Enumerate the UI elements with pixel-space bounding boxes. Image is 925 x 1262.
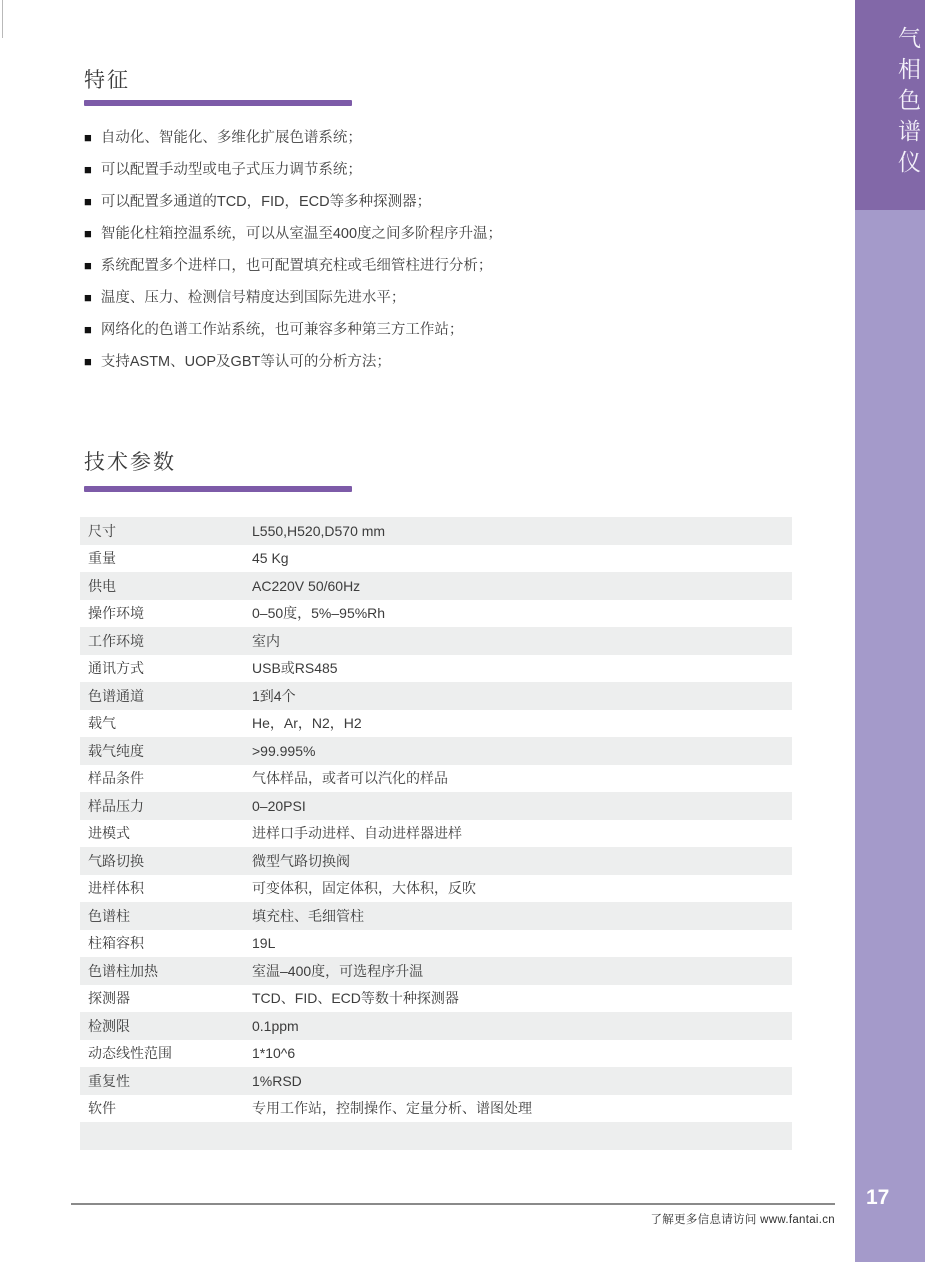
specs-heading: 技术参数: [84, 451, 176, 474]
footer-divider: [71, 1203, 835, 1205]
table-row: [80, 985, 792, 1013]
table-row: [80, 847, 792, 875]
features-heading: 特征: [84, 69, 130, 92]
spec-table: [80, 517, 792, 1150]
table-row: [80, 710, 792, 738]
bullet-square-icon: ■: [84, 322, 92, 337]
bullet-square-icon: ■: [84, 354, 92, 369]
spec-label: 工作环境: [88, 632, 144, 649]
spec-value: TCD、FID、ECD等数十种探测器: [252, 990, 459, 1007]
spec-label: 软件: [88, 1100, 116, 1117]
table-row: [80, 820, 792, 848]
spec-value: 可变体积，固定体积，大体积，反吹: [252, 880, 476, 897]
feature-item: [84, 320, 724, 352]
table-row: [80, 957, 792, 985]
spec-label: 重复性: [88, 1072, 130, 1089]
spec-label: 样品压力: [88, 797, 144, 814]
spec-label: 供电: [88, 577, 116, 594]
sidebar: [855, 0, 925, 1262]
spec-value: 室内: [252, 632, 280, 649]
table-row-empty: [80, 1122, 792, 1150]
table-row: [80, 1040, 792, 1068]
spec-value: 专用工作站，控制操作、定量分析、谱图处理: [252, 1100, 532, 1117]
table-row: [80, 572, 792, 600]
spec-label: 载气: [88, 715, 116, 732]
spec-value: 45 Kg: [252, 550, 289, 567]
feature-item: [84, 256, 724, 288]
table-row: [80, 1012, 792, 1040]
spec-value: 1*10^6: [252, 1045, 296, 1062]
feature-item-text: 智能化柱箱控温系统，可以从室温至400度之间多阶程序升温；: [100, 226, 503, 242]
bullet-square-icon: ■: [84, 258, 92, 273]
bullet-square-icon: ■: [84, 226, 92, 241]
table-row: [80, 737, 792, 765]
table-row: [80, 930, 792, 958]
table-row: [80, 902, 792, 930]
table-row: [80, 875, 792, 903]
feature-item: [84, 352, 724, 384]
spec-value: 1%RSD: [252, 1072, 302, 1089]
bullet-square-icon: ■: [84, 162, 92, 177]
features-accent-bar: [84, 100, 352, 106]
feature-item-text: 网络化的色谱工作站系统，也可兼容多种第三方工作站；: [100, 322, 464, 338]
spec-label: 探测器: [88, 990, 130, 1007]
specs-accent-bar: [84, 486, 352, 492]
feature-item-text: 温度、压力、检测信号精度达到国际先进水平；: [100, 290, 406, 306]
spec-value: 气体样品，或者可以汽化的样品: [252, 770, 448, 787]
spec-label: 重量: [88, 550, 116, 567]
table-row: [80, 600, 792, 628]
feature-item-text: 系统配置多个进样口，也可配置填充柱或毛细管柱进行分析；: [100, 258, 493, 274]
spec-value: L550,H520,D570 mm: [252, 522, 386, 539]
feature-item: [84, 288, 724, 320]
spec-label: 样品条件: [88, 770, 144, 787]
spec-value: 1到4个: [252, 687, 296, 704]
feature-item: [84, 224, 724, 256]
feature-item-text: 支持ASTM、UOP及GBT等认可的分析方法；: [100, 354, 391, 370]
spec-label: 操作环境: [88, 605, 144, 622]
feature-item: [84, 160, 724, 192]
bullet-square-icon: ■: [84, 194, 92, 209]
spec-value: 0–50度，5%–95%Rh: [252, 605, 386, 622]
bullet-square-icon: ■: [84, 130, 92, 145]
spec-value: 19L: [252, 935, 276, 952]
features-list: [84, 128, 724, 384]
table-row: [80, 655, 792, 683]
table-row: [80, 1095, 792, 1123]
spec-value: 0–20PSI: [252, 797, 306, 814]
spec-value: >99.995%: [252, 742, 316, 759]
spec-value: 室温–400度，可选程序升温: [252, 962, 424, 979]
footer-note: 了解更多信息请访问 www.fantai.cn: [650, 1214, 835, 1226]
spec-label: 进模式: [88, 825, 130, 842]
table-row: [80, 627, 792, 655]
table-row: [80, 792, 792, 820]
spec-value: USB或RS485: [252, 660, 338, 677]
page-edge-artifact: [2, 0, 3, 38]
spec-value: 0.1ppm: [252, 1017, 299, 1034]
spec-value: 进样口手动进样、自动进样器进样: [252, 825, 462, 842]
spec-label: 通讯方式: [88, 660, 144, 677]
feature-item: [84, 192, 724, 224]
table-row: [80, 682, 792, 710]
table-row: [80, 1067, 792, 1095]
spec-value: AC220V 50/60Hz: [252, 577, 361, 594]
feature-item-text: 可以配置手动型或电子式压力调节系统；: [100, 162, 362, 178]
spec-label: 色谱通道: [88, 687, 144, 704]
spec-label: 进样体积: [88, 880, 144, 897]
feature-item-text: 自动化、智能化、多维化扩展色谱系统；: [100, 130, 362, 146]
table-row: [80, 765, 792, 793]
sidebar-vertical-title: 气相色谱仪: [895, 26, 921, 181]
spec-value: He，Ar，N2，H2: [252, 715, 362, 732]
spec-label: 色谱柱: [88, 907, 130, 924]
spec-label: 检测限: [88, 1017, 130, 1034]
spec-label: 尺寸: [88, 522, 116, 539]
page-number: 17: [866, 1186, 890, 1209]
spec-label: 动态线性范围: [88, 1045, 172, 1062]
spec-label: 气路切换: [88, 852, 144, 869]
feature-item-text: 可以配置多通道的TCD，FID，ECD等多种探测器；: [100, 194, 432, 210]
spec-label: 柱箱容积: [88, 935, 144, 952]
feature-item: [84, 128, 724, 160]
spec-value: 填充柱、毛细管柱: [252, 907, 364, 924]
spec-label: 色谱柱加热: [88, 962, 158, 979]
spec-value: 微型气路切换阀: [252, 852, 350, 869]
table-row: [80, 545, 792, 573]
table-row: [80, 517, 792, 545]
spec-label: 载气纯度: [88, 742, 144, 759]
bullet-square-icon: ■: [84, 290, 92, 305]
